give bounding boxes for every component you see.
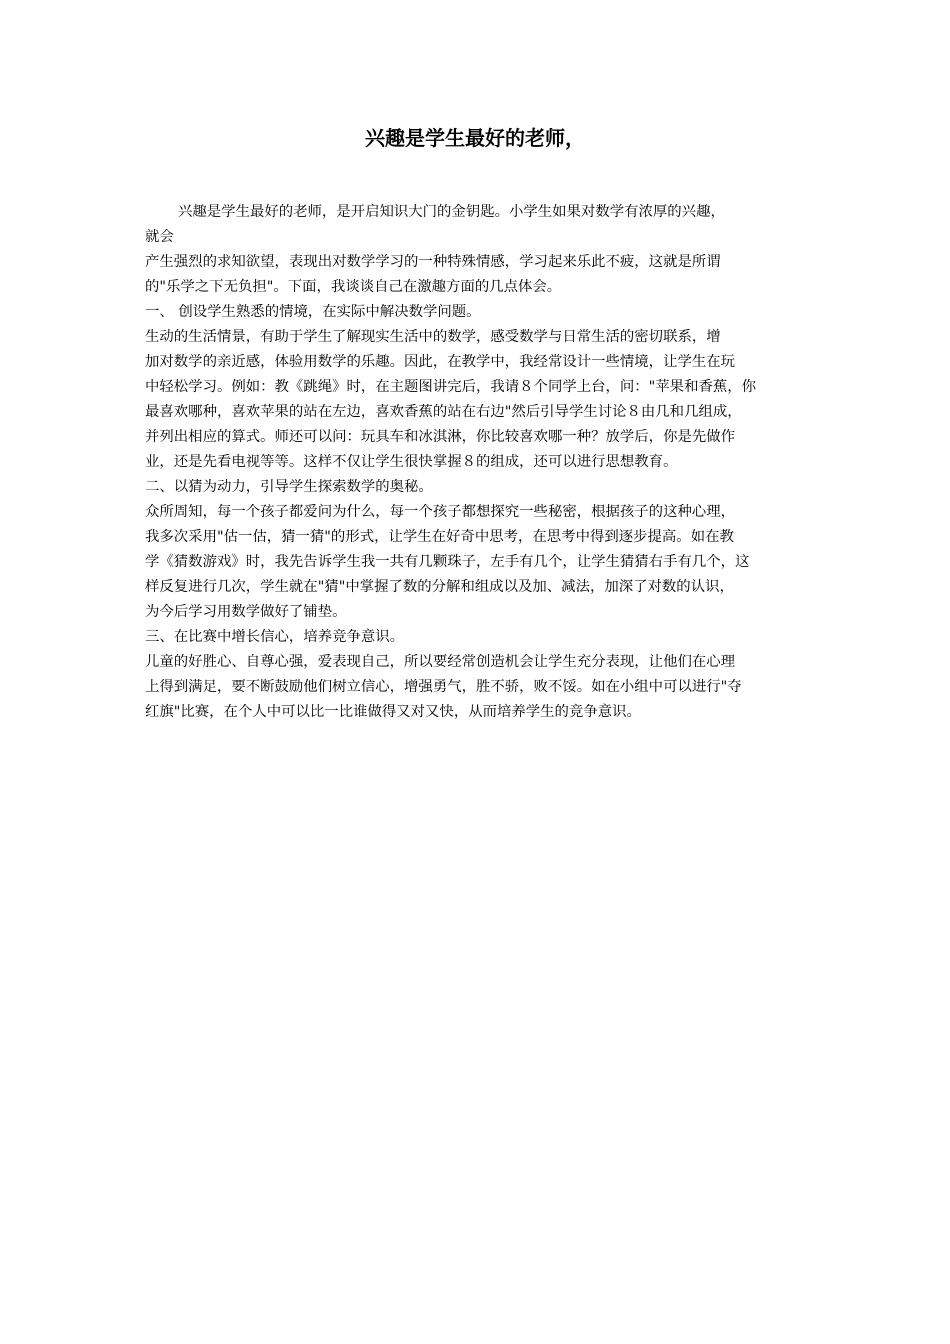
paragraph-line: 样反复进行几次，学生就在"猜"中掌握了数的分解和组成以及加、减法，加深了对数的认识， xyxy=(145,579,734,595)
paragraph-line: 我多次采用"估一估，猜一猜"的形式，让学生在好奇中思考，在思考中得到逐步提高。如在教 xyxy=(145,529,734,545)
paragraph-line: 就会 xyxy=(145,229,174,245)
paragraph-line: 产生强烈的求知欲望，表现出对数学学习的一种特殊情感，学习起来乐此不疲，这就是所谓 xyxy=(145,254,721,270)
paragraph-line: 兴趣是学生最好的老师，是开启知识大门的金钥匙。小学生如果对数学有浓厚的兴趣， xyxy=(178,204,725,220)
paragraph-line: 为今后学习用数学做好了铺垫。 xyxy=(145,604,347,620)
section-heading-2: 二、以猜为动力，引导学生探索数学的奥秘。 xyxy=(145,479,433,495)
paragraph-line: 的"乐学之下无负担"。下面，我谈谈自己在激趣方面的几点体会。 xyxy=(145,279,562,295)
paragraph-line: 生动的生活情景，有助于学生了解现实生活中的数学，感受数学与日常生活的密切联系，增 xyxy=(145,329,721,345)
paragraph-line: 中轻松学习。例如：教《跳绳》时，在主题图讲完后，我请８个同学上台，问："苹果和香蕉，你 xyxy=(145,379,757,395)
paragraph-line: 并列出相应的算式。师还可以问：玩具车和冰淇淋，你比较喜欢哪一种？放学后，你是先做作 xyxy=(145,429,736,445)
section-heading-1: 一、 创设学生熟悉的情境，在实际中解决数学问题。 xyxy=(145,304,481,320)
paragraph-line: 最喜欢哪种，喜欢苹果的站在左边，喜欢香蕉的站在右边"然后引导学生讨论８由几和几组成， xyxy=(145,404,742,420)
section-heading-3: 三、在比赛中增长信心，培养竞争意识。 xyxy=(145,629,405,645)
paragraph-line: 红旗"比赛，在个人中可以比一比谁做得又对又快，从而培养学生的竞争意识。 xyxy=(145,704,641,720)
paragraph-line: 加对数学的亲近感，体验用数学的乐趣。因此，在教学中，我经常设计一些情境，让学生在玩 xyxy=(145,354,736,370)
document-body xyxy=(145,200,815,725)
paragraph-line: 众所周知，每一个孩子都爱问为什么，每一个孩子都想探究一些秘密，根据孩子的这种心理， xyxy=(145,504,736,520)
paragraph-line: 学《猜数游戏》时，我先告诉学生我一共有几颗珠子，左手有几个，让学生猜猜右手有几个，这 xyxy=(145,554,750,570)
paragraph-line: 儿童的好胜心、自尊心强，爱表现自己，所以要经常创造机会让学生充分表现，让他们在心理 xyxy=(145,654,736,670)
paragraph-line: 上得到满足，要不断鼓励他们树立信心，增强勇气，胜不骄，败不馁。如在小组中可以进行"夺 xyxy=(145,679,742,695)
document-title: 兴趣是学生最好的老师， xyxy=(365,126,585,150)
paragraph-line: 业，还是先看电视等等。这样不仅让学生很快掌握８的组成，还可以进行思想教育。 xyxy=(145,454,678,470)
